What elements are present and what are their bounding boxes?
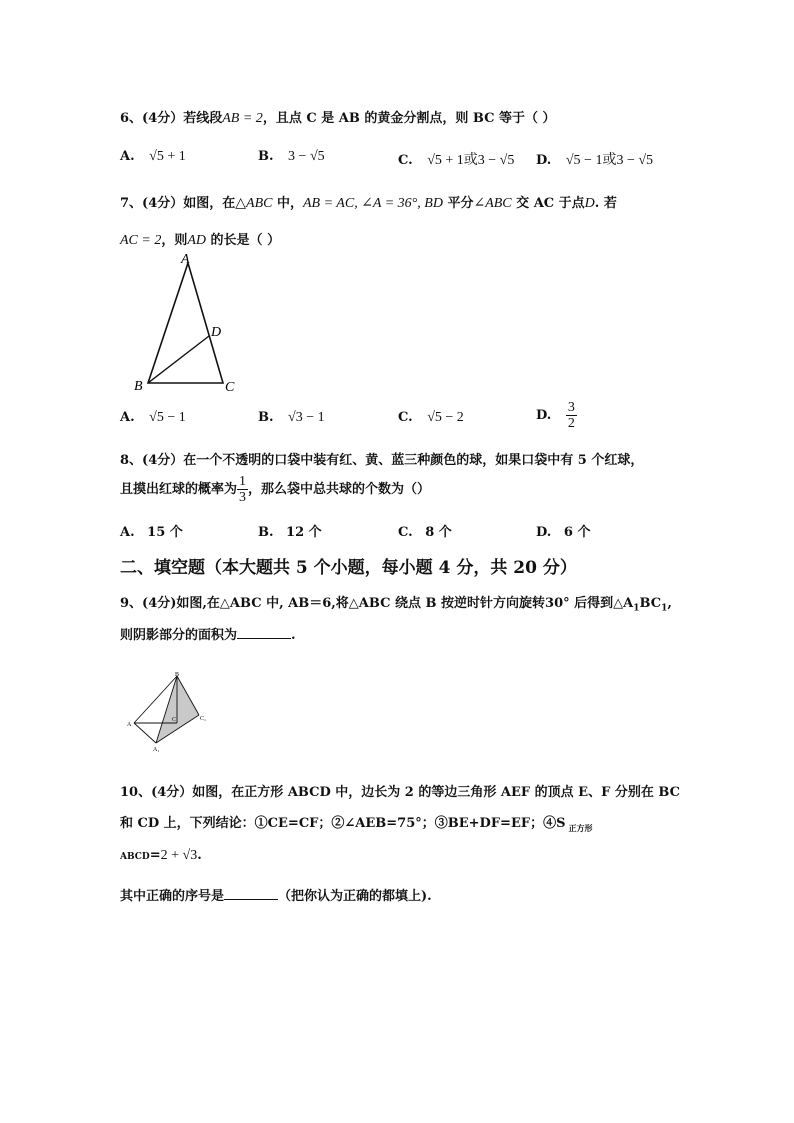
q7-triangle-figure	[128, 250, 243, 398]
q6-option-c-expr: √5 + 1或3 − √5	[427, 153, 515, 168]
q6-option-a-expr: √5 + 1	[149, 149, 186, 164]
q7-stem: 7、(4分）如图，在△ABC 中，AB = AC, ∠A = 36°, BD 平分∠ABC 交 AC 于点D. 若	[120, 196, 617, 211]
q8-option-a[interactable]: A. 15 个	[120, 525, 183, 540]
q7-label-c: C	[225, 380, 235, 395]
q6-stem	[120, 107, 556, 127]
q9-label-a1: A₁	[153, 747, 160, 753]
q8-option-d[interactable]: D. 6 个	[536, 525, 591, 540]
q6-option-b[interactable]: B. 3 − √5	[258, 149, 325, 164]
q8-fraction: $\frac{1}{3}$	[239, 474, 247, 505]
q9-label-a: A	[127, 722, 132, 728]
q6-text: 6、(4分）若线段	[120, 111, 223, 126]
q6-option-c[interactable]: C. √5 + 1或3 − √5	[398, 153, 515, 168]
q7-label-a: A	[181, 252, 190, 267]
section-2-title: 二、填空题（本大题共 5 个小题，每小题 4 分，共 20 分）	[120, 558, 577, 578]
q9-label-b: B	[175, 672, 180, 678]
q8-stem: 8、(4分）在一个不透明的口袋中装有红、黄、蓝三种颜色的球，如果口袋中有 5 个红球，	[120, 453, 644, 468]
q9-stem: 9、(4分)如图,在△ABC 中, AB＝6,将△ABC 绕点 B 按逆时针方向旋转30° 后得到$\triangle A_1BC_1$,	[120, 596, 672, 614]
q7-stem-line2: AC = 2，则AD 的长是（ ）	[120, 233, 281, 248]
q7-label-d: D	[211, 325, 222, 340]
q6-option-d-expr: √5 − 1或3 − √5	[565, 153, 654, 168]
q6-text-rest: ，且点 C 是 AB 的黄金分割点，则 BC 等于（ ）	[262, 111, 556, 126]
q9-shaded-region	[156, 676, 199, 743]
q8-option-c[interactable]: C. 8 个	[398, 525, 452, 540]
q8-option-b[interactable]: B. 12 个	[258, 525, 322, 540]
q9-answer-blank[interactable]	[237, 627, 291, 639]
q9-label-c1: C₁	[200, 716, 207, 722]
q10-stem-line4: 其中正确的序号是 （把你认为正确的都填上).	[120, 889, 432, 904]
q7-option-d[interactable]: D. $\frac{3}{2}$	[536, 400, 575, 431]
q10-stem: 10、(4分）如图，在正方形 ABCD 中，边长为 2 的等边三角形 AEF 的顶点 E、F 分别在 BC	[120, 785, 680, 800]
q7-segment-bd	[148, 336, 209, 383]
q7-option-b[interactable]: B. √3 − 1	[258, 410, 325, 425]
q6-math-ab: AB = 2	[222, 111, 263, 126]
q7-label-b: B	[134, 379, 143, 394]
q10-stem-line2: 和 CD 上，下列结论：①CE=CF；②∠AEB=75°；③BE+DF=EF；④S $_{正方形}$	[120, 816, 593, 833]
q7-math-triangle: △ABC	[235, 196, 273, 211]
q7-math-conditions: AB = AC, ∠A = 36°, BD	[303, 196, 443, 211]
q9-rotation-figure	[124, 668, 216, 758]
q9-label-c: C	[172, 717, 177, 723]
q7-option-a[interactable]: A. √5 − 1	[120, 410, 186, 425]
q6-option-b-expr: 3 − √5	[288, 149, 325, 164]
q10-answer-blank[interactable]	[224, 888, 278, 900]
q10-stem-line3: ABCD=2 + √3.	[120, 848, 202, 863]
q9-stem-line2: 则阴影部分的面积为 .	[120, 628, 296, 643]
q7-option-d-fraction: $\frac{3}{2}$	[567, 400, 575, 431]
q6-option-a[interactable]: A. √5 + 1	[120, 149, 186, 164]
q7-option-c[interactable]: C. √5 − 2	[398, 410, 464, 425]
q6-option-d[interactable]: D. √5 − 1或3 − √5	[536, 153, 654, 168]
q7-triangle-abc	[148, 263, 223, 383]
q8-stem-line2: 且摸出红球的概率为 $\frac{1}{3}$ ，那么袋中总共球的个数为（）	[120, 474, 431, 505]
